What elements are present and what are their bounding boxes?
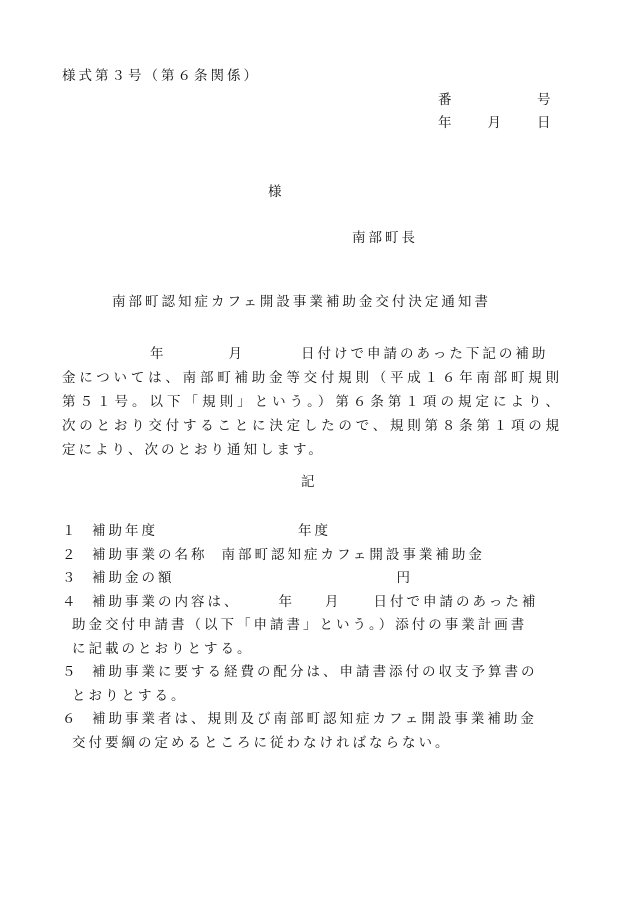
body-line-2: 金については、南部町補助金等交付規則（平成１６年南部町規則	[62, 370, 562, 386]
document-number-label: 番 号	[438, 92, 554, 108]
item-number: ４	[62, 593, 79, 610]
body-paragraph	[62, 342, 562, 462]
item-label: 補助事業の内容は、	[92, 593, 241, 610]
item-label: 補助金の額	[92, 570, 175, 586]
list-item	[62, 661, 562, 708]
item-number: ２	[62, 546, 79, 563]
list-item	[62, 591, 562, 662]
item-text: に記載のとおりとする。	[72, 640, 254, 657]
body-line-5: 定により、次のとおり通知します。	[62, 442, 325, 458]
item-text: 日付で申請のあった補	[373, 593, 539, 610]
item-number: ６	[62, 711, 79, 727]
item-number: １	[62, 523, 79, 539]
sender-name: 南部町長	[352, 230, 418, 246]
item-text: 補助事業に要する経費の配分は、申請書添付の収支予算書の	[92, 664, 538, 680]
body-line-1-text: 日付けで申請のあった下記の補助	[301, 346, 549, 362]
document-title: 南部町認知症カフェ開設事業補助金交付決定通知書	[112, 294, 491, 310]
list-item	[62, 544, 562, 568]
item-text: 交付要綱の定めるところに従わなければならない。	[72, 734, 452, 751]
item-value: 南部町認知症カフェ開設事業補助金	[221, 546, 485, 563]
addressee-suffix: 様	[268, 184, 285, 200]
body-year-label: 年	[150, 346, 167, 362]
item-label: 補助事業の名称	[92, 546, 208, 563]
ki-heading: 記	[301, 474, 318, 490]
body-line-3: 第５１号。以下「規則」という。）第６条第１項の規定により、	[62, 394, 562, 410]
item-number: ５	[62, 664, 79, 680]
list-item	[62, 520, 562, 544]
item-value: 円	[396, 570, 413, 586]
form-label: 様式第３号（第６条関係）	[62, 68, 260, 84]
item-year-label: 年	[278, 593, 295, 610]
body-line-1	[62, 342, 562, 366]
body-month-label: 月	[228, 346, 245, 362]
document-date-label: 年 月 日	[438, 115, 554, 131]
item-value: 年度	[298, 523, 331, 539]
item-number: ３	[62, 570, 79, 586]
body-line-4: 次のとおり交付することに決定したので、規則第８条第１項の規	[62, 418, 562, 434]
item-label: 補助年度	[92, 523, 158, 539]
item-list	[62, 520, 562, 755]
item-text: 補助事業者は、規則及び南部町認知症カフェ開設事業補助金	[92, 711, 537, 727]
list-item	[62, 567, 562, 591]
item-text: とおりとする。	[72, 687, 188, 704]
item-month-label: 月	[325, 593, 342, 610]
list-item	[62, 708, 562, 755]
item-text: 助金交付申請書（以下「申請書」という。）添付の事業計画書	[72, 617, 528, 633]
